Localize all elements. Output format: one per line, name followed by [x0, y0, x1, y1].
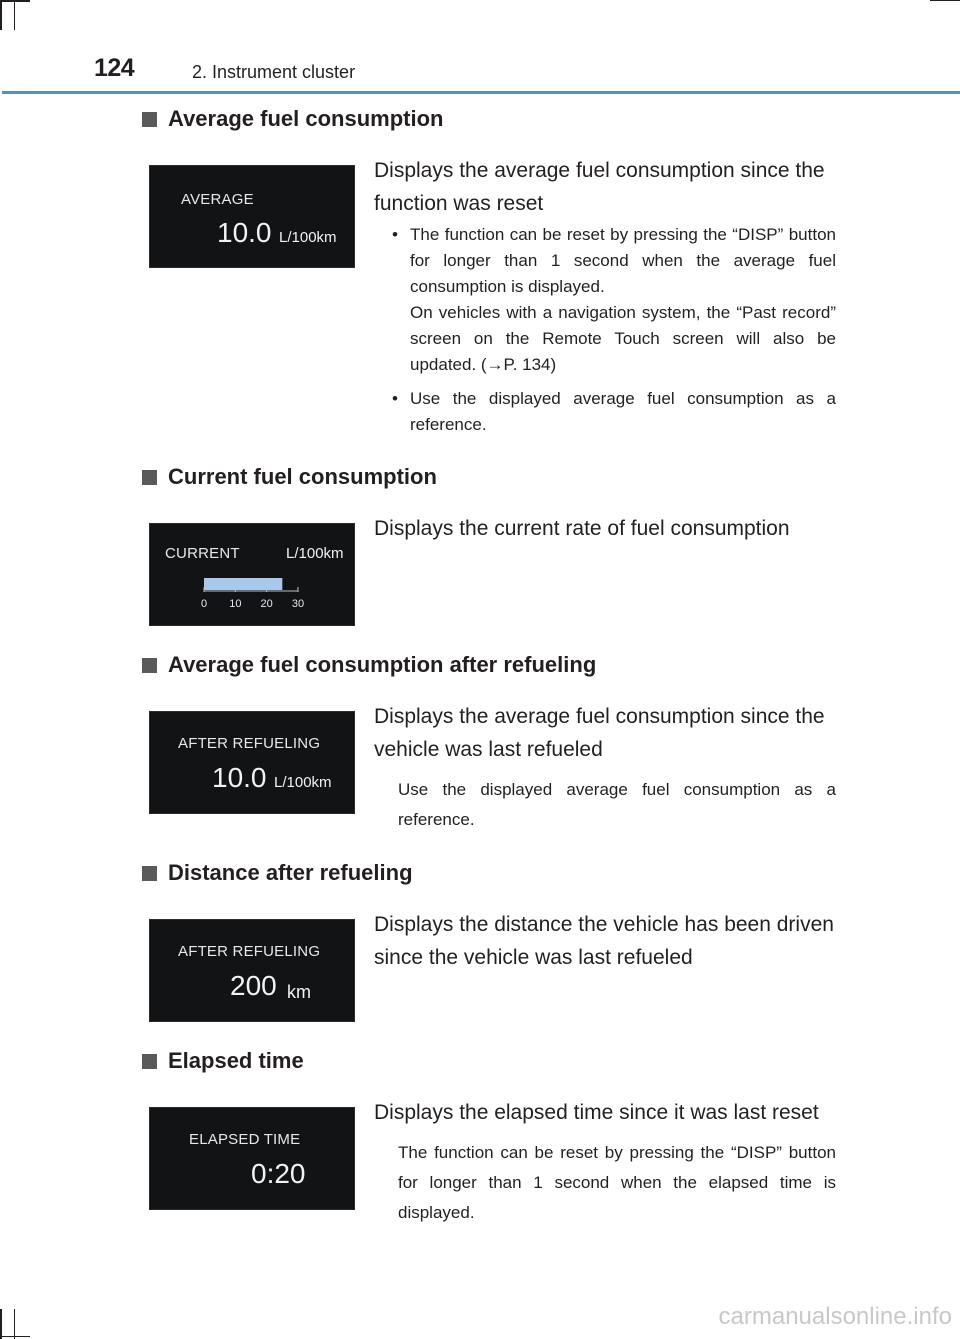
- display-after-refueling-average: [149, 711, 355, 814]
- bullet-text: On vehicles with a navigation system, the “Past record” screen on the Remote Touch screen will also be updated. (→P. 134): [410, 303, 836, 374]
- section-title-current-fuel: [142, 464, 437, 490]
- gauge-tick-label: 20: [260, 598, 273, 610]
- display-label: AFTER REFUELING: [178, 735, 321, 752]
- section-title-distance-after-refueling: [142, 860, 413, 886]
- display-unit: km: [287, 982, 311, 1002]
- chapter-title: 2. Instrument cluster: [192, 62, 356, 82]
- section-note: Use the displayed average fuel consumption as a reference.: [398, 780, 836, 829]
- display-average: [149, 165, 355, 268]
- display-value: 10.0: [217, 217, 272, 248]
- display-value: 0:20: [251, 1158, 306, 1189]
- section-title-text: Current fuel consumption: [168, 464, 437, 489]
- section-title-elapsed-time: [142, 1048, 304, 1074]
- display-label: AVERAGE: [181, 191, 254, 208]
- bullet-item: [392, 222, 836, 378]
- square-bullet-icon: [142, 1054, 157, 1069]
- bullet-text: Use the displayed average fuel consumption as a reference.: [410, 389, 836, 434]
- display-value: 200: [230, 970, 277, 1001]
- square-bullet-icon: [142, 112, 157, 127]
- square-bullet-icon: [142, 658, 157, 673]
- bullet-item: [392, 386, 836, 438]
- section-description: Displays the elapsed time since it was last reset: [374, 1101, 819, 1124]
- page-header: [0, 0, 960, 96]
- display-label: AFTER REFUELING: [178, 943, 321, 960]
- square-bullet-icon: [142, 470, 157, 485]
- display-distance-after-refueling: [149, 919, 355, 1022]
- footer-watermark: carmanualsonline.info: [718, 1303, 952, 1330]
- section-description: Displays the current rate of fuel consumption: [374, 517, 790, 540]
- display-unit: L/100km: [274, 774, 332, 791]
- section-description: Displays the distance the vehicle has been driven since the vehicle was last refueled: [374, 913, 834, 969]
- display-elapsed-time: [149, 1107, 355, 1210]
- gauge-tick-label: 0: [200, 598, 208, 610]
- bullet-dot-icon: •: [392, 389, 398, 408]
- square-bullet-icon: [142, 866, 157, 881]
- page-number: 124: [94, 54, 135, 82]
- bullet-text: The function can be reset by pressing the “DISP” button for longer than 1 second when the average fuel consumption is displayed.: [410, 225, 836, 296]
- display-current: [149, 523, 355, 626]
- header-rule: [2, 91, 960, 94]
- bullet-list: [392, 222, 836, 446]
- display-unit: L/100km: [286, 545, 344, 562]
- gauge-tick-label: 10: [229, 598, 242, 610]
- section-title-text: Average fuel consumption after refueling: [168, 652, 597, 677]
- display-unit: L/100km: [279, 229, 337, 246]
- bullet-dot-icon: •: [392, 225, 398, 244]
- display-label: ELAPSED TIME: [189, 1131, 301, 1148]
- section-title-average-fuel: [142, 106, 443, 132]
- section-title-average-after-refueling: [142, 652, 596, 678]
- section-title-text: Distance after refueling: [168, 860, 413, 885]
- section-title-text: Average fuel consumption: [168, 106, 444, 131]
- consumption-bar: [204, 578, 282, 590]
- gauge-tick-label: 30: [291, 598, 305, 610]
- section-description: Displays the average fuel consumption since the function was reset: [374, 159, 825, 215]
- display-value: 10.0: [212, 762, 267, 793]
- section-title-text: Elapsed time: [168, 1048, 304, 1073]
- consumption-bar-gauge: [150, 524, 354, 625]
- section-note: The function can be reset by pressing the “DISP” button for longer than 1 second when the elapsed time is displayed.: [398, 1143, 836, 1222]
- display-label: CURRENT: [165, 545, 240, 562]
- section-description: Displays the average fuel consumption since the vehicle was last refueled: [374, 705, 825, 761]
- crop-mark: [0, 1309, 2, 1339]
- crop-mark: [0, 1336, 30, 1337]
- crop-mark: [14, 1309, 15, 1339]
